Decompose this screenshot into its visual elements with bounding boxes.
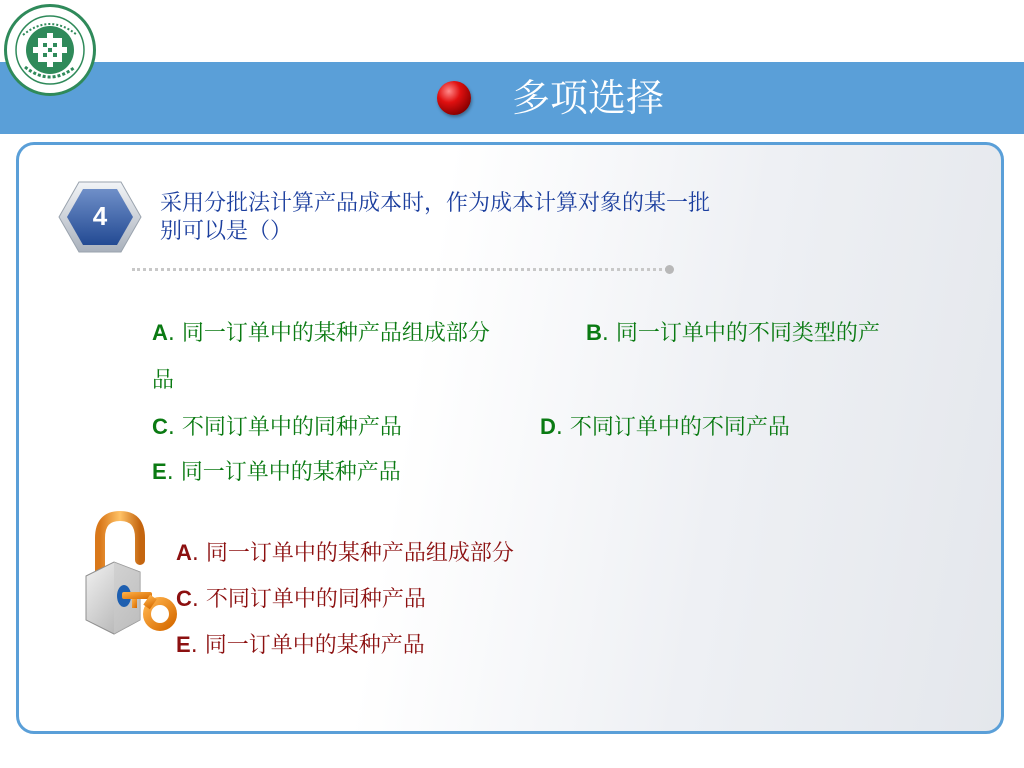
option-c: C. 不同订单中的同种产品 [152,414,402,440]
padlock-key-icon [80,510,180,640]
option-a: A. 同一订单中的某种产品组成部分 [152,320,490,346]
option-b-continued: 品 [152,368,175,393]
dotted-divider [132,268,668,271]
question-line-1: 采用分批法计算产品成本时，作为成本计算对象的某一批 [160,191,711,216]
answer-a: A. 同一订单中的某种产品组成部分 [176,540,514,566]
question-line-2: 别可以是（） [160,219,293,244]
school-logo-icon [4,4,96,96]
slide-title: 多项选择 [512,76,665,120]
question-number: 4 [92,201,108,231]
question-text [160,190,890,246]
option-e: E. 同一订单中的某种产品 [152,459,401,485]
divider-end-dot [665,265,674,274]
option-b: B. 同一订单中的不同类型的产 [586,320,880,346]
red-ball-icon [437,81,471,115]
option-d: D. 不同订单中的不同产品 [540,414,790,440]
answer-c: C. 不同订单中的同种产品 [176,586,426,612]
answer-e: E. 同一订单中的某种产品 [176,632,425,658]
